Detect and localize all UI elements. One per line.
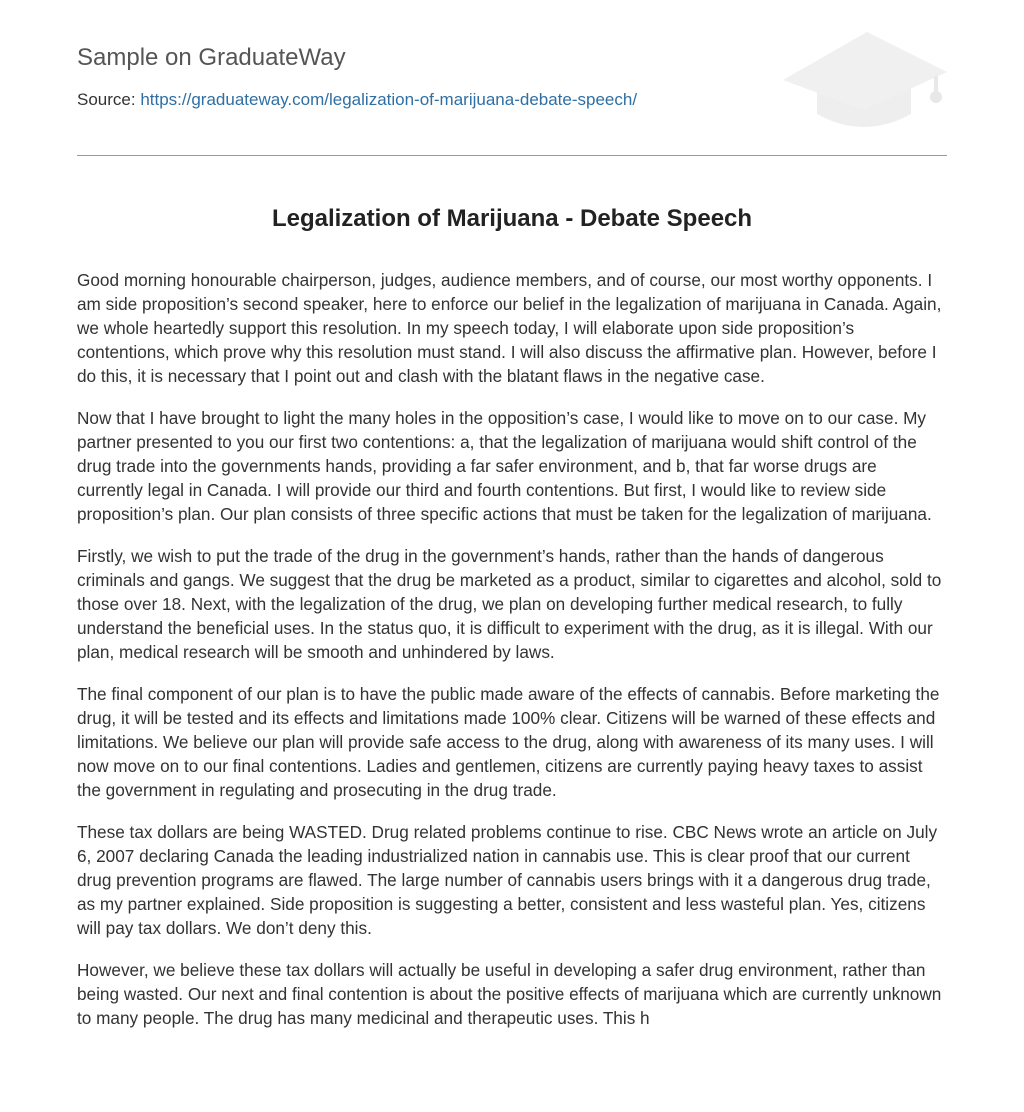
paragraph: These tax dollars are being WASTED. Drug related problems continue to rise. CBC News wrote an article on July 6, 2007 declaring Canada the leading industrialized nation in cannabis use. This is clear proof that our current drug prevention programs are flawed. The large number of cannabis users brings with it a dangerous drug trade, as my partner explained. Side proposition is suggesting a better, consistent and less wasteful plan. Yes, citizens will pay tax dollars. We don’t deny this. bbox=[77, 822, 938, 938]
header-divider bbox=[77, 155, 947, 156]
paragraph: However, we believe these tax dollars will actually be useful in developing a safer drug environment, rather than being wasted. Our next and final contention is about the positive effects of marijuana which are currently unknown to many people. The drug has many medicinal and therapeutic uses. This h bbox=[77, 960, 942, 1028]
site-title: Sample on GraduateWay bbox=[77, 44, 346, 71]
source-line bbox=[77, 90, 637, 110]
document-body bbox=[77, 268, 947, 1048]
paragraph: Good morning honourable chairperson, judges, audience members, and of course, our most worthy opponents. I am side proposition’s second speaker, here to enforce our belief in the legalization of marijuana in Canada. Again, we whole heartedly support this resolution. In my speech today, I will elaborate upon side proposition’s contentions, which prove why this resolution must stand. I will also discuss the affirmative plan. However, before I do this, it is necessary that I point out and clash with the blatant flaws in the negative case. bbox=[77, 270, 942, 386]
paragraph: The final component of our plan is to have the public made aware of the effects of cannabis. Before marketing the drug, it will be tested and its effects and limitations made 100% clear. Citizens will be warned of these effects and limitations. We believe our plan will provide safe access to the drug, along with awareness of its many uses. I will now move on to our final contentions. Ladies and gentlemen, citizens are currently paying heavy taxes to assist the government in regulating and prosecuting in the drug trade. bbox=[77, 684, 940, 800]
document-title: Legalization of Marijuana - Debate Speech bbox=[271, 205, 753, 232]
graduation-cap-icon bbox=[781, 30, 947, 134]
source-label: Source: bbox=[77, 90, 136, 109]
source-link[interactable]: https://graduateway.com/legalization-of-marijuana-debate-speech/ bbox=[140, 90, 638, 109]
paragraph: Now that I have brought to light the many holes in the opposition’s case, I would like to move on to our case. My partner presented to you our first two contentions: a, that the legalization of marijuana would shift control of the drug trade into the governments hands, providing a far safer environment, and b, that far worse drugs are currently legal in Canada. I will provide our third and fourth contentions. But first, I would like to review side proposition’s plan. Our plan consists of three specific actions that must be taken for the legalization of marijuana. bbox=[77, 408, 932, 524]
paragraph: Firstly, we wish to put the trade of the drug in the government’s hands, rather than the hands of dangerous criminals and gangs. We suggest that the drug be marketed as a product, similar to cigarettes and alcohol, sold to those over 18. Next, with the legalization of the drug, we plan on developing further medical research, to fully understand the beneficial uses. In the status quo, it is difficult to experiment with the drug, as it is illegal. With our plan, medical research will be smooth and unhindered by laws. bbox=[77, 546, 942, 662]
